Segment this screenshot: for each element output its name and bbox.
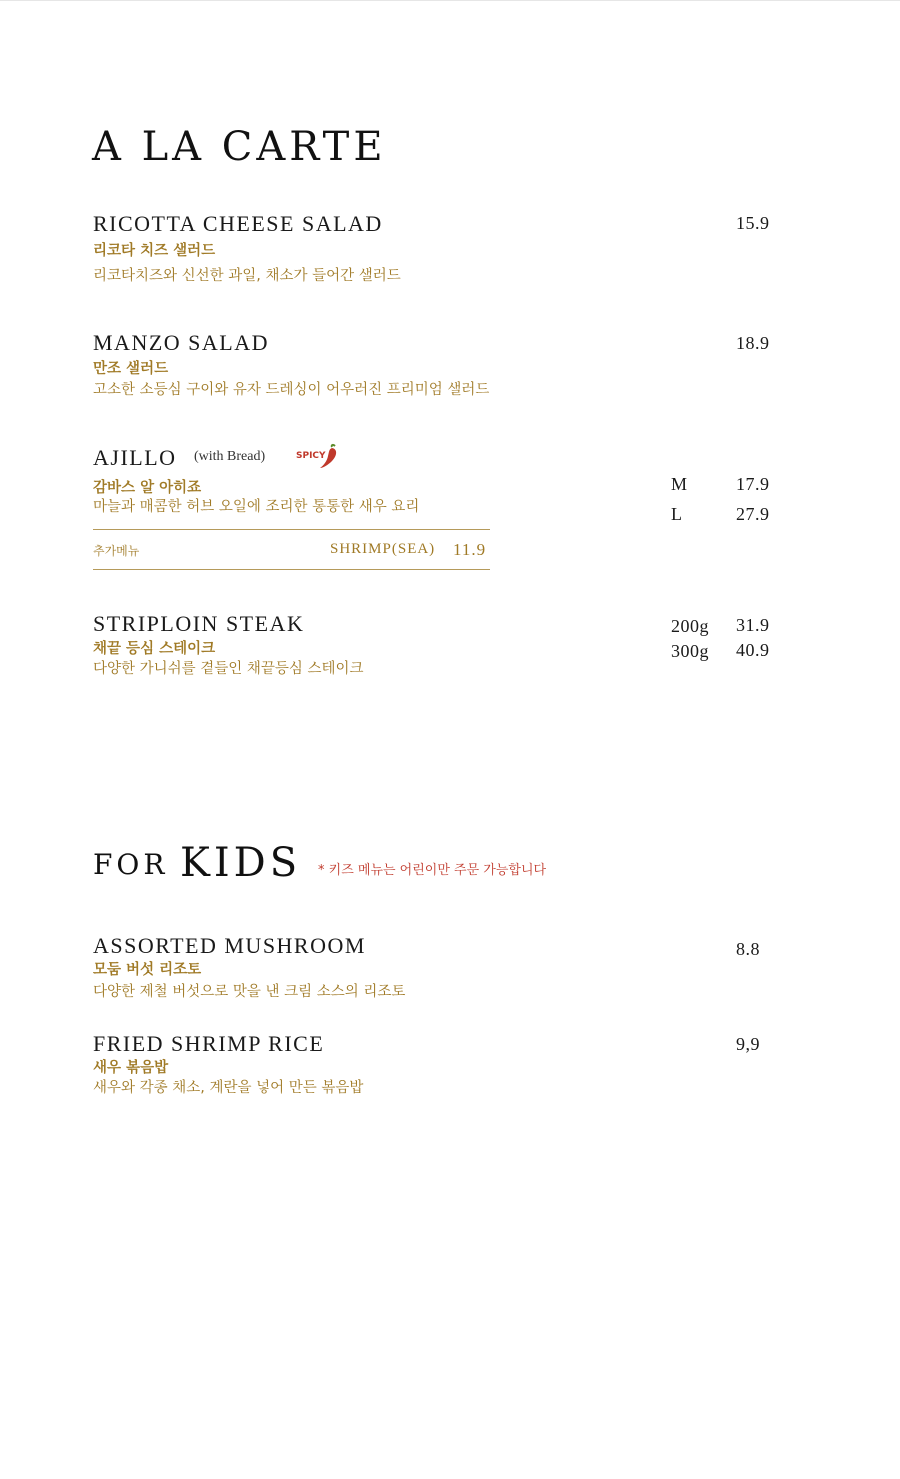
item-description: 고소한 소등심 구이와 유자 드레싱이 어우러진 프리미엄 샐러드 (93, 382, 490, 398)
item-price: 15.9 (736, 213, 770, 233)
size-price: 40.9 (736, 640, 770, 660)
section-title-a-la-carte: A LA CARTE (92, 124, 387, 170)
top-divider (0, 0, 900, 1)
size-price: 27.9 (736, 504, 770, 524)
item-price: 18.9 (736, 333, 770, 353)
size-label: 300g (671, 641, 709, 661)
item-description: 리코타치즈와 신선한 과일, 채소가 들어간 샐러드 (93, 268, 401, 284)
chili-pepper-icon (318, 443, 342, 471)
item-name-korean: 모둠 버섯 리조토 (93, 962, 202, 978)
size-label: M (671, 474, 688, 494)
item-description: 새우와 각종 채소, 계란을 넣어 만든 볶음밥 (93, 1080, 364, 1096)
addon-divider-top (93, 529, 490, 530)
item-name: AJILLO (93, 445, 177, 470)
addon-price: 11.9 (453, 540, 487, 559)
section-title-kids: KIDS (180, 840, 302, 886)
item-name-korean: 리코타 치즈 샐러드 (93, 243, 216, 259)
item-name-korean: 새우 볶음밥 (93, 1060, 169, 1076)
item-price: 8.8 (736, 939, 760, 959)
section-title-for: FOR (93, 848, 169, 881)
item-name: MANZO SALAD (93, 330, 269, 355)
size-label: 200g (671, 616, 709, 636)
item-name-korean: 감바스 알 아히죠 (93, 480, 202, 496)
item-name: RICOTTA CHEESE SALAD (93, 211, 383, 236)
addon-name: SHRIMP(SEA) (330, 541, 436, 557)
addon-label: 추가메뉴 (93, 544, 140, 558)
size-price: 31.9 (736, 615, 770, 635)
item-description: 다양한 제철 버섯으로 맛을 낸 크림 소스의 리조토 (93, 984, 406, 1000)
spicy-badge: SPICY (296, 451, 326, 461)
item-name: FRIED SHRIMP RICE (93, 1031, 325, 1056)
size-price: 17.9 (736, 474, 770, 494)
item-price: 9,9 (736, 1034, 760, 1054)
item-description: 다양한 가니쉬를 곁들인 채끝등심 스테이크 (93, 661, 364, 677)
item-name-korean: 채끝 등심 스테이크 (93, 641, 216, 657)
item-description: 마늘과 매콤한 허브 오일에 조리한 통통한 새우 요리 (93, 499, 420, 515)
item-note: (with Bread) (194, 449, 266, 464)
item-name: STRIPLOIN STEAK (93, 611, 305, 636)
size-label: L (671, 504, 683, 524)
item-name: ASSORTED MUSHROOM (93, 933, 366, 958)
addon-divider-bottom (93, 569, 490, 570)
item-name-korean: 만조 샐러드 (93, 361, 169, 377)
kids-note: * 키즈 메뉴는 어린이만 주문 가능합니다 (318, 863, 547, 878)
